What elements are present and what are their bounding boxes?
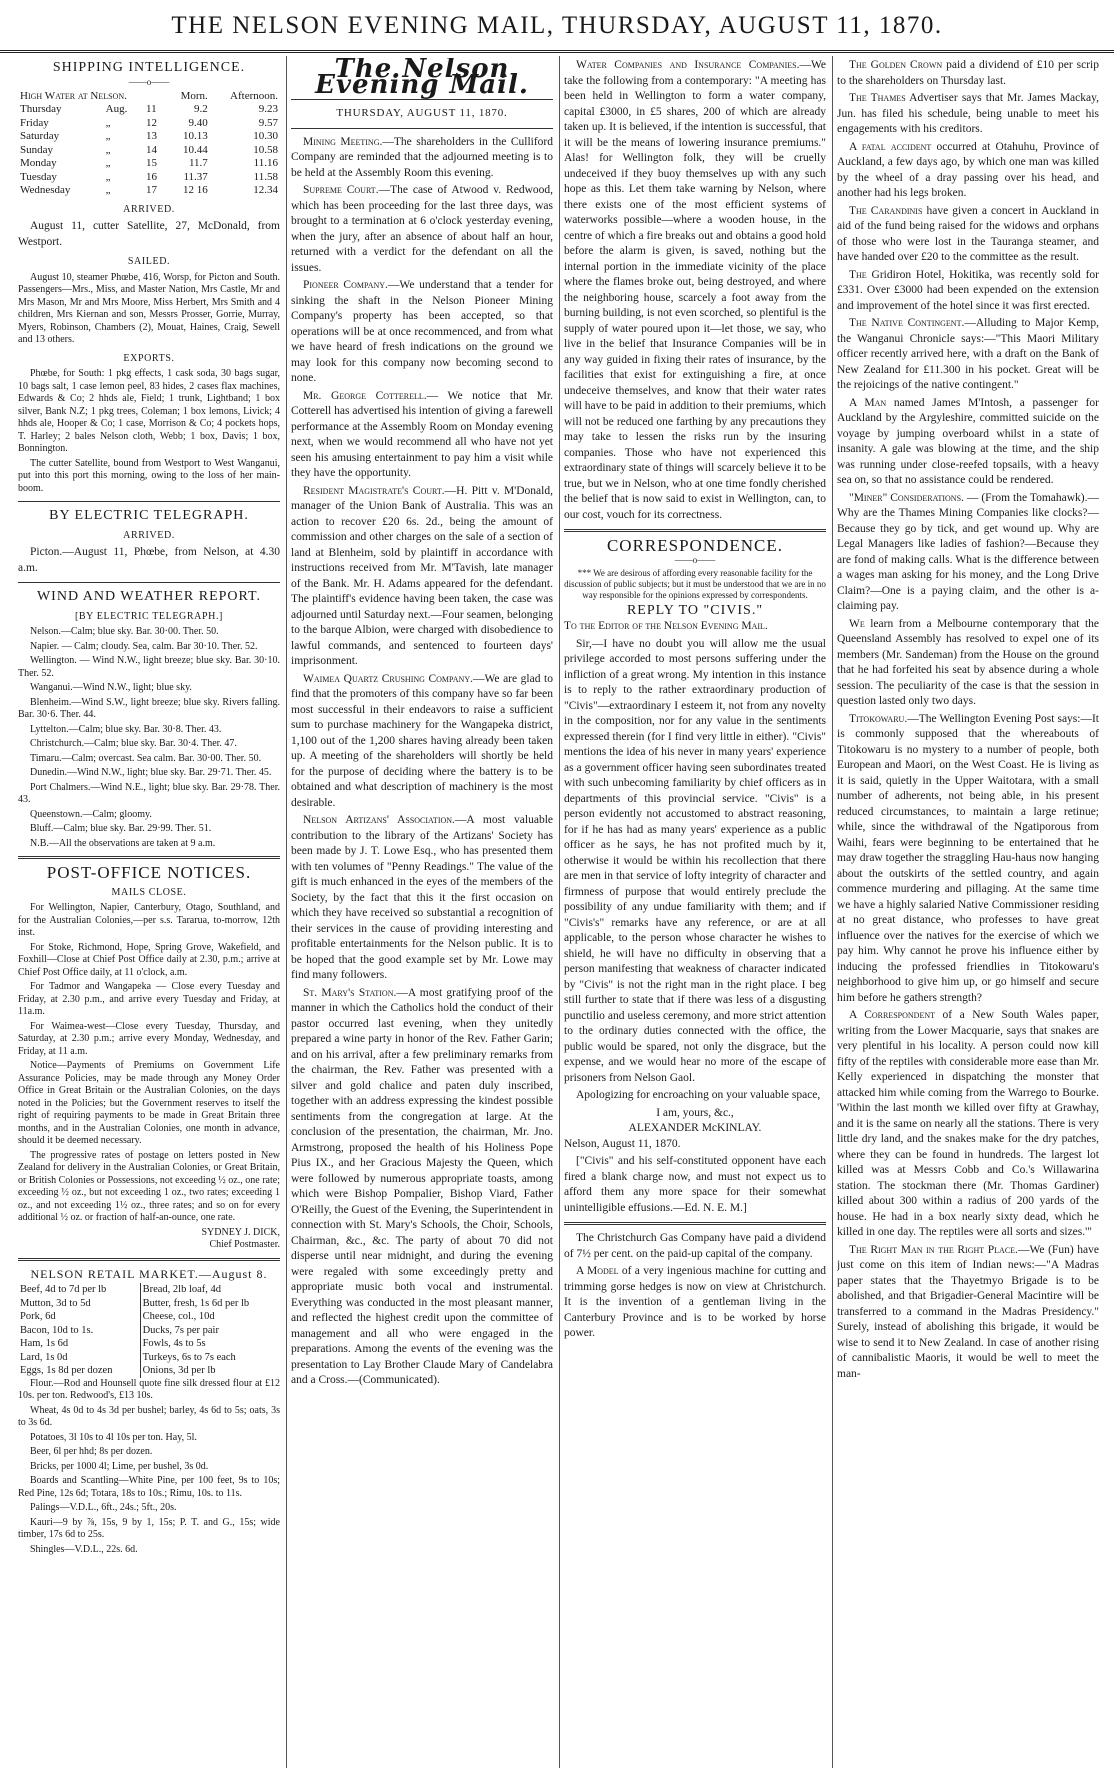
telegraph-text: Picton.—August 11, Phœbe, from Nelson, at 4.30 a.m. xyxy=(18,546,280,574)
leader-lead: Mr. George Cotterell. xyxy=(303,389,427,402)
news-lead: The Golden Crown xyxy=(849,59,943,71)
retail-row xyxy=(18,1364,280,1378)
weather-entry: Wellington. — Wind N.W., light breeze; blue sky. Bar. 30·10. Ther. 52. xyxy=(18,655,280,679)
divider xyxy=(291,128,553,129)
water-text: —We take the following from a contemporary: "A meeting has been held in Wellington to form a water company, capital £3000, in £5 shares, 200 of which are already taken up. It is believed, if the intention is successful, that it will be the means of lowering insurance premiums." Alas! for Wellington folk, they will be cruelly undeceived if they buoy themselves up with any such hope as this. Let them take warning by Nelson, where there exists one of the most efficient systems of waterworks possible—where a wooden house, in the centre of which a fire breaks out and obtains a good hold before the alarm is given, is saved, nothing but the internal portion in the immediate vicinity of the place where the flames broke out, being destroyed, and where the neighboring house, scarcely a foot away from the burning building, is not even scorched, so plentiful is the supply of water poured upon it—let those, we say, who live in the belief that Insurance Companies will be in any way guided in fixing their rates of insurance, by the facilities that exist for extinguishing a fire, at once undeceive themselves, and know that their water rates will have to be paid in addition to their premiums, which will not be reduced one farthing by any precautions they may take to lessen the risks run by the insuring companies. Those who have not experienced this extraordinary state of things will scarcely believe it to be true, but we in Nelson, who at one time fondly cherished the belief that is now said to exist in Wellington, can, to our cost, vouch for its correctness. xyxy=(564,59,826,521)
divider xyxy=(18,856,280,859)
tide-row xyxy=(18,130,280,144)
letter-date: Nelson, August 11, 1870. xyxy=(564,1137,681,1150)
retail-cell: Ducks, 7s per pair xyxy=(142,1324,219,1336)
tide-aft: 11.16 xyxy=(253,157,278,169)
masthead-title: THE NELSON EVENING MAIL, THURSDAY, AUGUST 11, 1870. xyxy=(171,12,943,39)
tide-num: 14 xyxy=(146,143,158,156)
tide-morn: 12 16 xyxy=(183,184,208,196)
tide-morn-head: Morn. xyxy=(180,89,208,102)
arrived-text: August 11, cutter Satellite, 27, McDonald, from Westport. xyxy=(18,220,280,248)
leader-lead: Waimea Quartz Crushing Company. xyxy=(303,672,473,685)
masthead xyxy=(0,0,1114,53)
news-paragraph xyxy=(837,1008,1099,1241)
news-text: of a New South Wales paper, writing from the Lower Macquarie, says that snakes are very plentiful in his locality. A person could now kill fifty of the reptiles with considerable more ease than Mr. Kelly experienced in dispatching the monster that attacked him while coming from the Warrego to Bourke. 'Within the last month we killed over fifty at Grawhay, and it is the same on nearly all the stations. There is very little dry land, and the snakes make for the dry patches, where they can be found in hundreds. The largest lot killed was at Messrs Cobb and Co.'s Willawarina station. The stockman there (Mr. Thomas Gardiner) killed about 300 within a radius of 200 yards of the house. He had in a box nearly sixty dead, which he killed in one day. The reptiles were all sorts and sizes.'" xyxy=(837,1009,1099,1238)
news-lead: The Carandinis xyxy=(849,204,923,217)
post-signature-title: Chief Postmaster. xyxy=(209,1239,280,1250)
tide-day: Monday xyxy=(20,157,57,169)
leader-text: —We understand that a tender for sinking the shaft in the Nelson Pioneer Mining Company's property has been accepted, so that operations will be at once recommenced, and from what we have heard of fresh indications on the ground we may look for this company now becoming second to none. xyxy=(291,279,553,384)
paper-title: The Nelson Evening Mail. xyxy=(315,58,529,100)
column-rule xyxy=(832,56,833,1768)
tide-num: 16 xyxy=(146,170,158,183)
retail-cell: Bread, 2lb loaf, 4d xyxy=(142,1284,222,1295)
model-article xyxy=(564,1264,826,1342)
news-paragraph xyxy=(837,140,1099,202)
leader-text: —The case of Atwood v. Redwood, which has been proceeding for the last three days, was brought to a termination at 6 o'clock yesterday evening, when the jury, after an absence of about half an hour, returned with a verdict for the defendant on all the issues. xyxy=(291,184,553,274)
leader-text: — We notice that Mr. Cotterell has advertised his intention of giving a farewell performance at the Assembly Room on Monday evening next, when we would recommend all who have not yet seen his amusing entertainment to pay him a visit while they have the opportunity. xyxy=(291,389,553,479)
weather-entry: Dunedin.—Wind N.W., light; blue sky. Bar. 29·71. Ther. 45. xyxy=(30,767,272,778)
tide-day: Thursday xyxy=(20,103,62,115)
tide-morn: 9.40 xyxy=(188,116,208,129)
ornament: ——o—— xyxy=(128,76,170,87)
retail-row xyxy=(18,1337,280,1351)
retail-row xyxy=(18,1310,280,1324)
weather-entry: Bluff.—Calm; blue sky. Bar. 29·99. Ther. 51. xyxy=(30,823,212,834)
tide-day: Wednesday xyxy=(20,184,71,196)
column-rule xyxy=(559,56,560,1768)
news-paragraph xyxy=(837,617,1099,710)
post-paragraph: For Tadmor and Wangapeka — Close every Tuesday and Friday, at 2.30 p.m., and arrive every Tuesday and Friday, at 11a.m. xyxy=(18,981,280,1017)
retail-row xyxy=(18,1324,280,1338)
telegraph-arrived-label: ARRIVED. xyxy=(123,529,175,541)
retail-paragraph: Boards and Scantling—White Pine, per 100 feet, 9s to 10s; Red Pine, 12s 6d; Totara, 18s to 10s.; Rimu, 10s. to 11s. xyxy=(18,1475,280,1499)
news-text: have given a concert in Auckland in aid of the fund being raised for the widows and orphans of those who were lost in the Tauranga steamer, and have handed over £20 to the committee as the result. xyxy=(837,204,1099,263)
tide-morn: 10.13 xyxy=(183,130,208,142)
weather-entry: Napier. — Calm; cloudy. Sea, calm. Bar 30·10. Ther. 52. xyxy=(30,640,258,652)
weather-entry: Blenheim.—Wind S.W., light breeze; blue sky. Rivers falling. Bar. 30·6. Ther. 44. xyxy=(18,696,280,720)
tide-row xyxy=(18,103,280,117)
news-paragraph xyxy=(837,268,1099,315)
column-rule xyxy=(286,56,287,1768)
column-1 xyxy=(18,58,280,1766)
sailed-text: August 10, steamer Phœbe, 416, Worsp, for Picton and South. Passengers—Mrs., Miss, and Master Nation, Mrs Castle, Mr and Mrs Mason, Mr and Mrs Moore, Miss Herbert, Mrs Smith and 4 children, Mrs Kiernan and son, Messrs Prosser, Gorrie, Murray, Myers, Robinson, Chambers (2), Mouat, Haines, Craig, Sewell and 13 others. xyxy=(18,271,280,345)
retail-paragraph: Palings—V.D.L., 6ft., 24s.; 5ft., 20s. xyxy=(30,1502,177,1513)
tide-row xyxy=(18,157,280,171)
post-paragraph: The progressive rates of postage on letters posted in New Zealand for delivery in the Australian Colonies, or Great Britain, or British Colonies or Possessions, not exceeding ½ oz., one rate; exceeding ½ oz., but not exceeding 1 oz., two rates; exceeding 1 oz., and not exceeding 1½ oz., three rates; and so on for every additional ½ oz. or fraction of half-an-ounce, one rate. xyxy=(18,1149,280,1223)
post-sub: MAILS CLOSE. xyxy=(111,886,187,898)
tide-header xyxy=(18,90,280,104)
tide-day: Friday xyxy=(20,116,49,129)
news-paragraph xyxy=(837,712,1099,1007)
leader-paragraph xyxy=(291,986,553,1389)
post-heading: POST-OFFICE NOTICES. xyxy=(46,863,252,882)
retail-cell: Onions, 3d per lb xyxy=(142,1365,216,1376)
letter-to: To the Editor of the Nelson Evening Mail. xyxy=(564,620,768,632)
column-4-items xyxy=(837,58,1099,1382)
ornament: ——o—— xyxy=(674,554,716,565)
retail-paragraph: Wheat, 4s 0d to 4s 3d per bushel; barley, 4s 6d to 5s; oats, 3s to 3s 6d. xyxy=(18,1404,280,1428)
tide-mon: „ xyxy=(105,170,111,183)
leader-lead: Mining Meeting. xyxy=(303,135,383,148)
tide-morn: 11.7 xyxy=(188,157,208,169)
news-lead: A Man xyxy=(849,396,887,409)
gas-article: The Christchurch Gas Company have paid a dividend of 7½ per cent. on the paid-up capital of the company. xyxy=(564,1232,826,1260)
leader-text: —H. Pitt v. M'Donald, manager of the Union Bank of Australia. This was an action to recover £20 6s. 2d., being the amount of commission and other charges on the sale of a section of land at Blenheim, sold by plaintiff in accordance with instructions received from Mr. M'Tavish, late manager of the Bank. Mr. H. Adams appeared for the defendant. The plaintiff's evidence having been taken, the case was adjourned until Saturday next.—Four seamen, belonging to the barque Albion, were charged with disobedience to lawful commands, and sentenced to fourteen days' imprisonment. xyxy=(291,484,553,667)
water-article xyxy=(564,58,826,523)
tide-label: High Water at Nelson. xyxy=(20,89,127,102)
tide-day: Saturday xyxy=(20,130,60,142)
editor-note: ["Civis" and his self-constituted opponent have each fired a blank charge now, and must not expect us to afford them any more space for their somewhat unintelligible effusions.—Ed. N. E. M.] xyxy=(564,1155,826,1214)
retail-paragraph: Potatoes, 3l 10s to 4l 10s per ton. Hay, 5l. xyxy=(30,1431,197,1443)
retail-paragraph: Shingles—V.D.L., 22s. 6d. xyxy=(30,1543,138,1555)
retail-paragraph: Bricks, per 1000 4l; Lime, per bushel, 3s 0d. xyxy=(30,1460,209,1472)
retail-cell: Beef, 4d to 7d per lb xyxy=(18,1283,140,1297)
leader-paragraph xyxy=(291,813,553,984)
news-lead: A Correspondent xyxy=(849,1009,935,1021)
retail-cell: Butter, fresh, 1s 6d per lb xyxy=(142,1297,250,1309)
tide-aft: 10.58 xyxy=(253,143,278,156)
tide-num: 11 xyxy=(146,103,157,115)
leader-lead: Pioneer Company. xyxy=(303,279,388,291)
model-text: of a very ingenious machine for cutting and trimming gorse hedges is now on view at Christchurch. It is the invention of a gentleman living in the Canterbury Province and is to be worked by horse power. xyxy=(564,1265,826,1339)
tide-mon: Aug. xyxy=(105,103,128,115)
retail-cell: Pork, 6d xyxy=(18,1310,140,1324)
water-lead: Water Companies and Insurance Companies. xyxy=(576,59,800,71)
correspondence-heading: CORRESPONDENCE. xyxy=(606,536,784,555)
retail-cell: Bacon, 10d to 1s. xyxy=(18,1324,140,1338)
retail-cell: Lard, 1s 0d xyxy=(18,1351,140,1365)
weather-entry: Queenstown.—Calm; gloomy. xyxy=(30,808,152,820)
news-lead: The Right Man in the Right Place. xyxy=(849,1243,1018,1256)
post-signature: SYDNEY J. DICK, xyxy=(201,1226,280,1238)
weather-note: N.B.—All the observations are taken at 9 a.m. xyxy=(30,837,216,849)
tide-morn: 10.44 xyxy=(183,143,208,156)
news-text: —We (Fun) have just come on this item of Indian news:—"A Madras paper states that the Thayetmyo Brigade is to be abolished, and that Brigadier-General Macintire will be transferred to a command in the Madras Presidency." Surely, instead of abolishing this brigade, it would be wise to send it to New Zealand. In case of another rising of cannibalistic Maoris, it would be well to meet the man- xyxy=(837,1243,1099,1380)
correspondence-note: *** We are desirous of affording every reasonable facility for the discussion of public subjects; but it must be understood that we are in no way responsible for the opinions expressed by correspondents. xyxy=(564,567,826,600)
news-text: Advertiser says that Mr. James Mackay, Jun. has filed his schedule, being unable to meet his engagements with his creditors. xyxy=(837,92,1099,135)
shipping-heading: SHIPPING INTELLIGENCE. xyxy=(52,60,246,75)
weather-entry: Timaru.—Calm; overcast. Sea calm. Bar. 30·00. Ther. 50. xyxy=(30,752,262,764)
retail-cell: Turkeys, 6s to 7s each xyxy=(142,1351,236,1363)
news-paragraph xyxy=(837,91,1099,138)
tide-row xyxy=(18,144,280,158)
tide-aft: 12.34 xyxy=(253,184,278,196)
weather-entry: Wanganui.—Wind N.W., light; blue sky. xyxy=(30,682,192,693)
news-text: paid a dividend of £10 per scrip to the shareholders on Thursday last. xyxy=(837,59,1099,87)
letter-signature: ALEXANDER McKINLAY. xyxy=(628,1122,762,1134)
weather-sub: [BY ELECTRIC TELEGRAPH.] xyxy=(74,610,223,622)
letter-apology: Apologizing for encroaching on your valuable space, xyxy=(576,1089,821,1101)
leader-paragraph xyxy=(291,389,553,482)
news-text: —The Wellington Evening Post says:—It is commonly supposed that the whereabouts of Titokowaru is no mystery to a number of people, both European and Maori, on the West Coast. He is living as it is said, quietly in the Upper Waitotara, with a small number of adherents, not being able, in his present reduced circumstances, to maintain a large retinue; while, since the withdrawal of the Ngatiporous from Waihi, fears were beginning to be entertained that he may draw together the straggling Hau-haus now hanging about the outskirts of the settled country, and again commence murdering and pillaging. At the same time we have a highly salaried Native Commissioner residing at no great distance, who professes to have great influence over the natives for the exercise of which we pay him. Why cannot he prove his influence either by inducing the professed friendlies in Titokowaru's neighborhood to give him up, or go himself and secure him before he gathers strength? xyxy=(837,712,1099,1004)
retail-paragraph: Flour.—Rod and Hounsell quote fine silk dressed flour at £12 10s. per ton. Redwood's, £13 10s. xyxy=(18,1377,280,1401)
retail-row xyxy=(18,1297,280,1311)
column-2 xyxy=(291,58,553,1766)
news-lead: "Miner" Considerations. xyxy=(849,491,964,504)
tide-row xyxy=(18,117,280,131)
divider xyxy=(18,1258,280,1261)
retail-heading: NELSON RETAIL MARKET.—August 8. xyxy=(30,1266,268,1281)
news-paragraph xyxy=(837,1243,1099,1383)
model-lead: A Model xyxy=(576,1265,619,1277)
divider xyxy=(564,529,826,532)
exports-text: Phœbe, for South: 1 pkg effects, 1 cask soda, 30 bags sugar, 10 bags salt, 1 case lemon peel, 83 hides, 2 cases flax machines, Edwards & Co; 2 hhds ale, Field; 1 trunk, Lightband; 1 box silver, Bank N.Z; 1 pkg trees, Coleman; 1 box lemons, Livick; 4 hhds ale, Hooper & Co; 1 case, Morrison & Co; 4 pockets hops, T. Harley; 2 bales Nelson cloth, Webb; 1 box, Davis; 1 box, Bonnington. xyxy=(18,368,280,454)
post-paragraph: Notice—Payments of Premiums on Government Life Assurance Policies, may be made through any Money Order Office in Great Britain or the Australian Colonies, on the days noted in the Policies; but the Government reserves to itself the right of requiring payments to be made in Great Britain three months, and in the Australian Colonies, one month in advance, should it be deemed necessary. xyxy=(18,1060,280,1146)
tide-aft-head: Afternoon. xyxy=(230,89,278,102)
leader-lead: Nelson Artizans' Association. xyxy=(303,814,455,826)
tide-num: 12 xyxy=(146,116,158,129)
tide-mon: „ xyxy=(105,143,111,156)
weather-heading: WIND AND WEATHER REPORT. xyxy=(36,589,262,604)
news-paragraph xyxy=(837,204,1099,266)
leader-lead: Supreme Court. xyxy=(303,184,379,196)
news-paragraph xyxy=(837,491,1099,615)
leader-date: THURSDAY, AUGUST 11, 1870. xyxy=(336,107,508,119)
tide-aft: 11.58 xyxy=(253,170,278,183)
exports-label: EXPORTS. xyxy=(123,352,175,364)
tide-aft: 9.23 xyxy=(258,103,278,115)
leader-text: —A most gratifying proof of the manner in which the Catholics hold the conduct of their pastor occurred last evening, when they unitedly prepared a wine party in honor of the Rev. Father Garin; and on his arrival, after a few preliminary remarks from the chairman, the Rev. Father was presented with a silver and gold chalice and paten duly inscribed, together with an address expressing the kindest possible sentiments from the congregation at large. At the conclusion of the presentation, the chairman, Mr. Jno. Armstrong, proposed the health of his Holiness Pope Pius IX., and her Gracious Majesty the Queen, which were followed by numerous appropriate toasts, among which were Bishop Pompalier, Bishop Viard, Father O'Reilly, the Guest of the Evening, the Superintendent in connection with St. Mary's Schools, the Choir, Schools, Chairman, &c., &c. The party of about 70 did not disperse until near midnight, and during the evening were regaled with some exceedingly pretty and appropriate music both vocal and instrumental. Everything was conducted in the most pleasant manner, and reflected the highest credit upon the committee of management and all who were engaged in the preparations. Among the events of the evening was the presentation to Lay Brother Claude Mary of Candelabra and a Cross.—(Communicated). xyxy=(291,986,553,1386)
tide-row xyxy=(18,171,280,185)
leader-paragraph xyxy=(291,672,553,812)
telegraph-heading: BY ELECTRIC TELEGRAPH. xyxy=(49,508,249,523)
weather-entry: Port Chalmers.—Wind N.E., light; blue sky. Bar. 29·78. Ther. 43. xyxy=(18,781,280,805)
divider xyxy=(18,501,280,502)
leader-text: —We are glad to find that the promoters of this company have so far been most successful in their endeavors to raise a sufficient sum to purchase machinery for the Wangapeka district, 1,100 out of the 1,200 shares having already been taken up. A meeting of the shareholders will shortly be held for the purpose of deciding where the battery is to be obtained and what description of machinery is the most desirable. xyxy=(291,672,553,809)
tide-table xyxy=(18,90,280,198)
post-paragraph: For Wellington, Napier, Canterbury, Otago, Southland, and for the Australian Colonies,—per s.s. Tararua, to-morrow, 12th inst. xyxy=(18,902,280,938)
tide-mon: „ xyxy=(105,157,111,169)
weather-list xyxy=(18,626,280,836)
news-text: Gridiron Hotel, Hokitika, was recently sold for £331. Over £3000 had been expended on the extension and improvement of the hotel since it was first erected. xyxy=(837,268,1099,312)
retail-cell: Cheese, col., 10d xyxy=(142,1311,215,1322)
leader-paragraph xyxy=(291,135,553,182)
retail-row xyxy=(18,1351,280,1365)
tide-row xyxy=(18,184,280,198)
retail-cell: Ham, 1s 6d xyxy=(18,1337,140,1351)
news-paragraph xyxy=(837,58,1099,89)
tide-morn: 9.2 xyxy=(194,103,208,115)
weather-entry: Christchurch.—Calm; blue sky. Bar. 30·4. Ther. 47. xyxy=(30,738,237,749)
retail-table xyxy=(18,1283,280,1378)
news-lead: A fatal accident xyxy=(849,140,932,153)
leader-paragraph xyxy=(291,183,553,276)
tide-day: Tuesday xyxy=(20,170,57,183)
divider xyxy=(564,1222,826,1225)
tide-aft: 10.30 xyxy=(253,130,278,142)
retail-cell: Mutton, 3d to 5d xyxy=(18,1297,140,1311)
news-text: —Alluding to Major Kemp, the Wanganui Chronicle says:—"This Maori Military officer recently arrived here, with a draft on the Bank of New Zealand for £11.300 in his pocket. Great will be the rejoicings of the native contingent." xyxy=(837,317,1099,391)
column-4 xyxy=(837,58,1099,1766)
news-lead: The xyxy=(849,268,867,281)
tide-num: 17 xyxy=(146,184,158,196)
leader-lead: St. Mary's Station. xyxy=(303,986,397,999)
news-text: named James M'Intosh, a passenger for Auckland by the Argyleshire, committed suicide on the voyage by jumping overboard whilst in a state of insanity. A gale was blowing at the time, and the ship was running under close-reefed topsails, with a heavy sea on, so that no assistance could be rendered. xyxy=(837,396,1099,486)
letter-body: Sir,—I have no doubt you will allow me the usual privilege accorded to most persons suffering under the infliction of a great wrong. My intention in this instance is to reply to the rather extraordinary production of "Civis"—extraordinary I esteem it, not from any novelty in the composition, nor for any value in the sentiments expressed therein (for I find very little in either). "Civis" mentions the idea of his never in many years' experience as a government officer having seen subordinates treated with such unbecoming familiarity by chief officers as in departments of this provincial service. "Civis" is a person evidently not accustomed to abstract reasoning, for if he has had as many years' experience as a public officer as he says, he has not profited much by it, otherwise it would be within his recollection that there are men in that service of lofty integrity of character and firmness of purpose that would entirely preclude the possibility of any undue familiarity with them; and if "Civis's" remarks have any reference, or are at all applicable, to the person whose character he wishes to shield, he will have no difficulty in observing that a person manifesting that weakness of character indicated by "Civis" is not the right man in the right place. I beg still further to state that if there was less of a disgusting punctilio and useless ceremony, and more strict attention to the ordinary duties connected with the office, the public would be spared, not only the disgrace, but the expense, and we would hear no more of the escape of prisoners from Nelson Gaol. xyxy=(564,637,826,1084)
leader-paragraph xyxy=(291,278,553,387)
tide-aft: 9.57 xyxy=(258,116,278,129)
weather-entry: Nelson.—Calm; blue sky. Bar. 30·00. Ther. 50. xyxy=(30,626,219,637)
post-paragraph: For Waimea-west—Close every Tuesday, Thursday, and Saturday, at 2.30 p.m.; arrive every Monday, Wednesday, and Friday, at 11 a.m. xyxy=(18,1020,280,1057)
column-3 xyxy=(564,58,826,1766)
leader-paragraph xyxy=(291,484,553,670)
news-paragraph xyxy=(837,396,1099,489)
tide-mon: „ xyxy=(105,116,111,129)
news-text: occurred at Otahuhu, Province of Auckland, a few days ago, by which one man was killed by the wheel of a dray passing over his head, and another had his legs broken. xyxy=(837,140,1099,199)
news-lead: The Native Contingent. xyxy=(849,317,965,329)
tide-mon: „ xyxy=(105,184,111,196)
news-text: learn from a Melbourne contemporary that the Queensland Assembly has resolved to expel one of its members (Mr. Sandeman) from the House on the ground that he had forfeited his seat by absence during a whole session. The peculiarity of the case is that the session in question lasted only two days. xyxy=(837,617,1099,707)
tide-mon: „ xyxy=(105,130,111,142)
weather-entry: Lyttelton.—Calm; blue sky. Bar. 30·8. Ther. 43. xyxy=(30,723,222,735)
shipping-note: The cutter Satellite, bound from Westport to West Wanganui, put into this port this morning, owing to the loss of her main-boom. xyxy=(18,457,280,494)
sailed-label: SAILED. xyxy=(127,256,171,267)
leader-text: —A most valuable contribution to the library of the Artizans' Society has been made by J. T. Lowe Esq., who has presented them with ten volumes of "Penny Readings." The value of the gift is much enhanced in the eyes of the members of the Society, by the fact that this it the first occasion on which they have received so substantial a recognition of their services in the cause of providing interesting and profitable entertainments for the Nelson public. It is to be hoped that the good example set by Mr. Lowe may find many followers. xyxy=(291,814,553,981)
tide-num: 15 xyxy=(146,157,158,169)
news-lead: Titokowaru. xyxy=(849,712,908,725)
retail-paragraph: Kauri—9 by ⅞, 15s, 9 by 1, 15s; P. T. and G., 15s; wide timber, 17s 6d to 25s. xyxy=(18,1516,280,1540)
post-paragraph: For Stoke, Richmond, Hope, Spring Grove, Wakefield, and Foxhill—Close at Chief Post Office daily at 2.30, p.m.; arrive at Chief Post Office daily, at 11 o'clock, a.m. xyxy=(18,941,280,978)
arrived-label: ARRIVED. xyxy=(123,203,175,215)
retail-row xyxy=(18,1283,280,1297)
tide-day: Sunday xyxy=(20,143,53,156)
tide-morn: 11.37 xyxy=(183,170,208,183)
leader-text: —The shareholders in the Culliford Company are reminded that the adjourned meeting is to be held at the Assembly Room this evening. xyxy=(291,135,553,179)
tide-num: 13 xyxy=(146,130,158,142)
news-lead: The Thames xyxy=(849,92,906,104)
leader-items xyxy=(291,135,553,1389)
leader-lead: Resident Magistrate's Court. xyxy=(303,484,445,497)
retail-cell: Fowls, 4s to 5s xyxy=(142,1338,206,1349)
letter-close: I am, yours, &c., xyxy=(656,1106,734,1119)
news-lead: We xyxy=(849,617,865,630)
news-paragraph xyxy=(837,316,1099,394)
news-text: — (From the Tomahawk).—Why are the Thames Mining Companies like clocks?—Because they go by tick, and get wound up. Why are Legal Managers like ladies of fashion?—Because they are fond of making calls. What is the difference between a wages man asking for his money, and the Long Drive Claim?—One is a paying claim, and the other is a-claiming pay. xyxy=(837,491,1099,612)
divider xyxy=(18,582,280,583)
letter-heading: REPLY TO "CIVIS." xyxy=(626,602,764,618)
retail-cell: Eggs, 1s 8d per dozen xyxy=(18,1364,140,1378)
retail-paragraph: Beer, 6l per hhd; 8s per dozen. xyxy=(30,1446,153,1457)
